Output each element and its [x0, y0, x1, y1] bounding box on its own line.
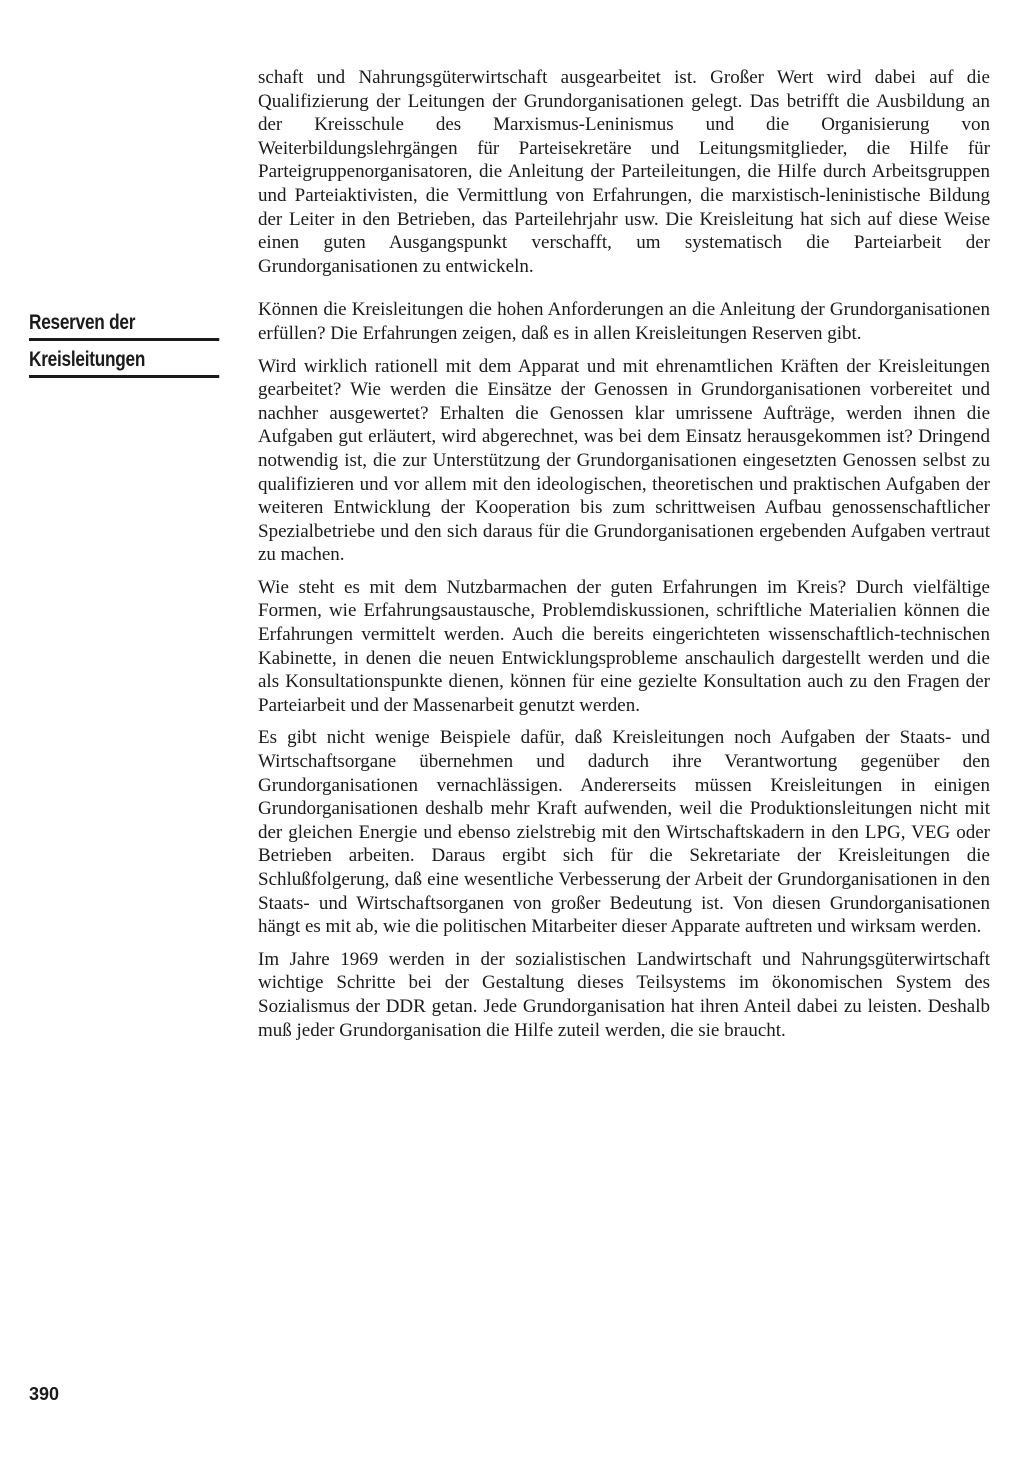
- body-text: [258, 66, 990, 1051]
- margin-heading: [29, 308, 193, 382]
- paragraph: Im Jahre 1969 werden in der sozialistischen Landwirtschaft und Nahrungsgüterwirtschaft wichtige Schritte bei der Gestaltung dieses Teilsystems im ökonomischen System des Sozialismus der DDR getan. Jede Grundorganisation hat ihren Anteil dabei zu leisten. Deshalb muß jeder Grundorganisation die Hilfe zuteil werden, die sie braucht.: [258, 948, 990, 1041]
- paragraph: Können die Kreisleitungen die hohen Anforderungen an die Anleitung der Grundorganisationen erfüllen? Die Erfahrungen zeigen, daß es in allen Kreisleitungen Reserven gibt.: [258, 299, 990, 344]
- paragraph: Es gibt nicht wenige Beispiele dafür, daß Kreisleitungen noch Aufgaben der Staats- und Wirtschaftsorgane übernehmen und dadurch ihre Verantwortung gegenüber den Grundorganisationen vernachlässigen. Andererseits müssen Kreisleitungen in einigen Grundorganisationen deshalb mehr Kraft aufwenden, weil die Produktionsleitungen nicht mit der gleichen Energie und ebenso zielstrebig mit den Wirtschaftskadern in den LPG, VEG oder Betrieben arbeiten. Daraus ergibt sich für die Sekretariate der Kreisleitungen die Schlußfolgerung, daß eine wesentliche Verbesserung der Arbeit der Grundorganisationen in den Staats- und Wirtschaftsorganen von großer Bedeutung ist. Von diesen Grundorganisationen hängt es mit ab, wie die politischen Mitarbeiter dieser Apparate auftreten und wirksam werden.: [258, 727, 990, 938]
- paragraph: Wird wirklich rationell mit dem Apparat und mit ehrenamtlichen Kräften der Kreisleitungen gearbeitet? Wie werden die Einsätze der Genossen in Grundorganisationen vorbereitet und nachher ausgewertet? Erhalten die Genossen klar umrissene Aufträge, werden ihnen die Aufgaben gut erläutert, wird abgerechnet, was bei dem Einsatz herausgekommen ist? Dringend notwendig ist, die zur Unterstützung der Grundorganisationen eingesetzten Genossen selbst zu qualifizieren und vor allem mit den ideologischen, theoretischen und praktischen Aufgaben der weiteren Entwicklung der Kooperation bis zum schrittweisen Aufbau genossenschaftlicher Spezialbetriebe und den sich daraus für die Grundorganisationen ergebenden Aufgaben vertraut zu machen.: [258, 355, 990, 566]
- paragraph: Wie steht es mit dem Nutzbarmachen der guten Erfahrungen im Kreis? Durch vielfältige Formen, wie Erfahrungsaustausche, Problemdiskussionen, schriftliche Materialien können die Erfahrungen vermittelt werden. Auch die bereits eingerichteten wissenschaftlich-technischen Kabinette, in denen die neuen Entwicklungsprobleme anschaulich dargestellt werden und die als Konsultationspunkte dienen, können für eine gezielte Konsultation auch zu den Fragen der Parteiarbeit und der Massenarbeit genutzt werden.: [258, 576, 990, 716]
- margin-heading-line-1: Reserven der: [29, 308, 219, 341]
- margin-heading-line-2: Kreisleitungen: [29, 345, 219, 378]
- page-number: 390: [29, 1384, 60, 1404]
- paragraph: schaft und Nahrungsgüterwirtschaft ausgearbeitet ist. Großer Wert wird dabei auf die Qualifizierung der Leitungen der Grundorganisationen gelegt. Das betrifft die Ausbildung an der Kreisschule des Marxismus-Leninismus und die Organisierung von Weiterbildungslehrgängen für Parteisekretäre und Leitungsmitglieder, die Hilfe für Parteigruppenorganisatoren, die Anleitung der Parteileitungen, die Hilfe durch Arbeitsgruppen und Parteiaktivisten, die Vermittlung von Erfahrungen, die marxistisch-leninistische Bildung der Leiter in den Betrieben, das Parteilehrjahr usw. Die Kreisleitung hat sich auf diese Weise einen guten Ausgangspunkt verschafft, um systematisch die Parteiarbeit der Grundorganisationen zu entwickeln.: [258, 67, 990, 277]
